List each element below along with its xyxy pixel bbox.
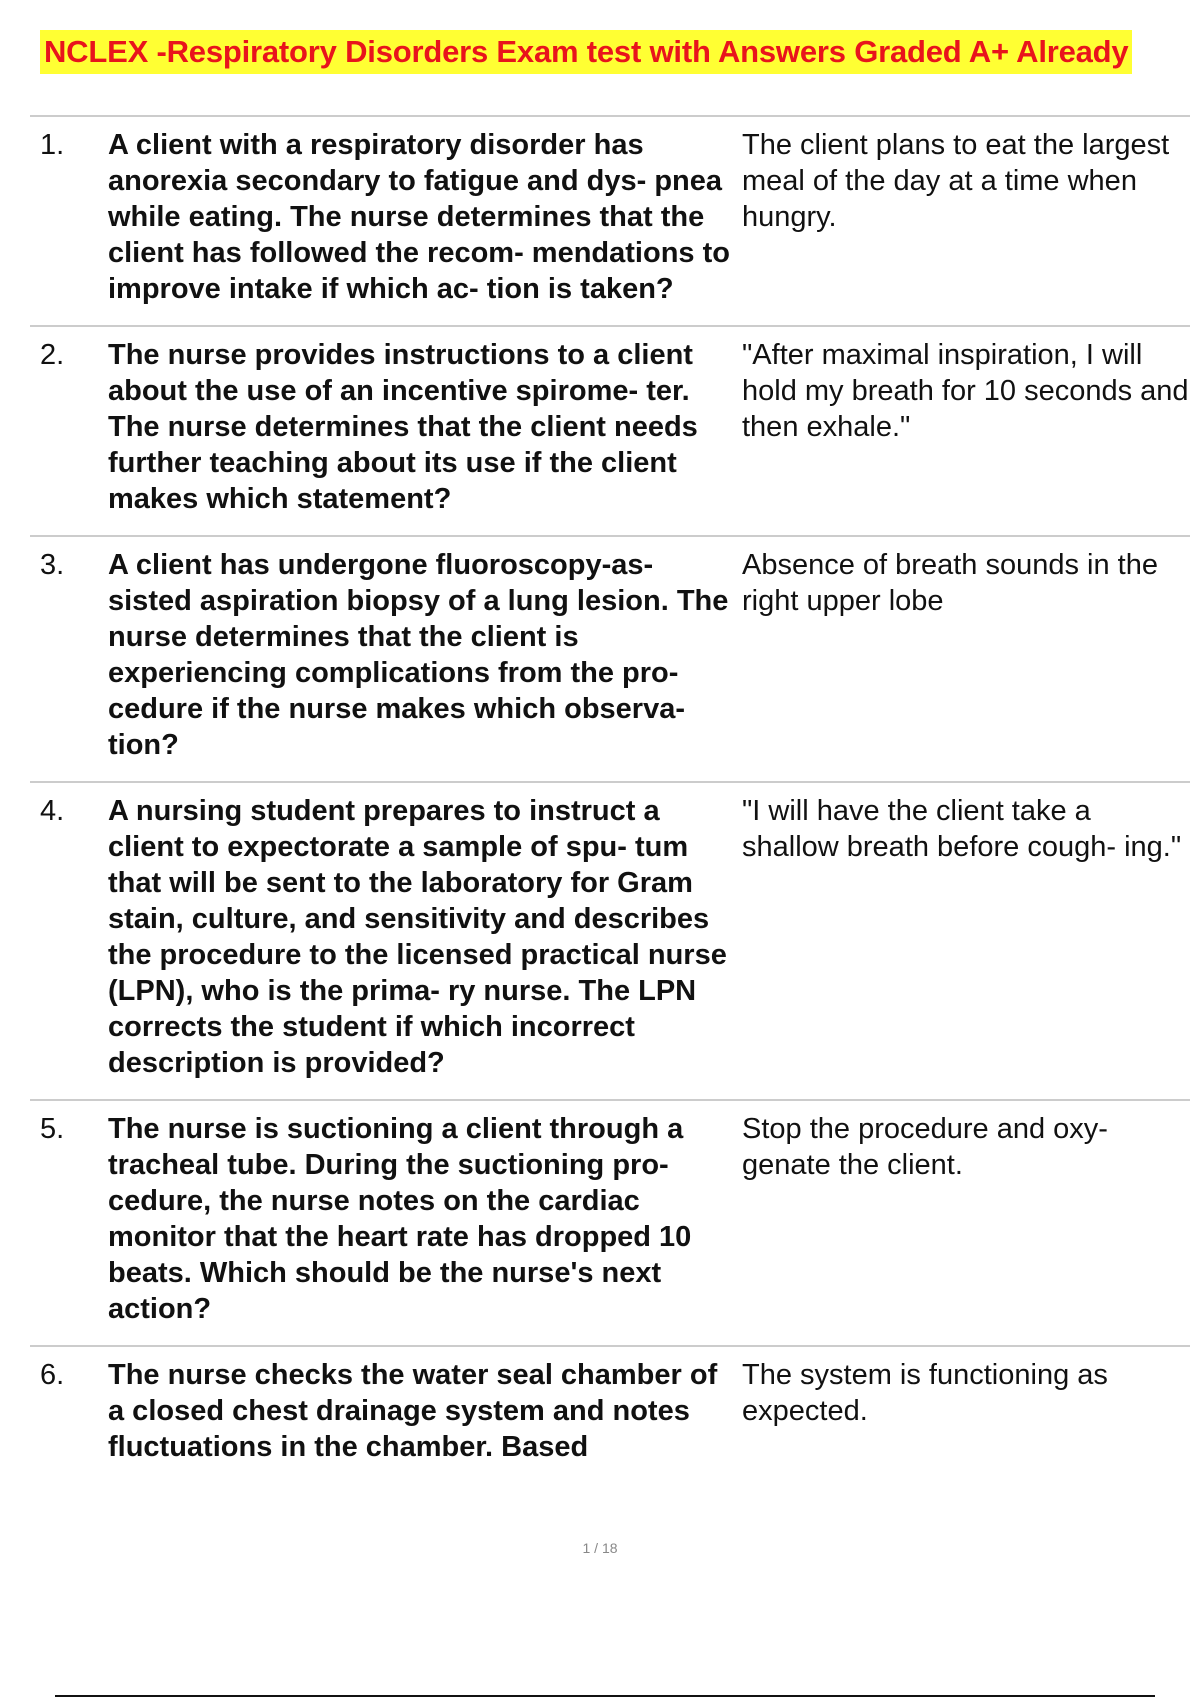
page-indicator: 1 / 18 xyxy=(582,1540,618,1556)
answer-text: The system is functioning as expected. xyxy=(742,1359,1108,1427)
question-number: 5. xyxy=(40,1113,65,1145)
answer-text: "I will have the client take a shallow breath before cough- ing." xyxy=(742,795,1182,863)
question-text: The nurse provides instructions to a client about the use of an incentive spirome- ter. The nurse determines that the client needs further teaching about its use if the client makes which statement? xyxy=(108,339,698,515)
qa-list xyxy=(30,115,1190,1483)
question-number: 6. xyxy=(40,1359,65,1391)
question-number: 1. xyxy=(40,129,65,161)
qa-row-2 xyxy=(30,327,1190,537)
document-title: NCLEX -Respiratory Disorders Exam test with Answers Graded A+ Already xyxy=(40,30,1132,74)
question-text: A nursing student prepares to instruct a client to expectorate a sample of spu- tum that will be sent to the laboratory for Gram stain, culture, and sensitivity and describes the procedure to the licensed practical nurse (LPN), who is the prima- ry nurse. The LPN corrects the student if which incorrect description is provided? xyxy=(108,795,727,1079)
question-text: The nurse checks the water seal chamber of a closed chest drainage system and notes fluctuations in the chamber. Based xyxy=(108,1359,718,1463)
answer-text: The client plans to eat the largest meal of the day at a time when hungry. xyxy=(742,129,1170,233)
question-number: 4. xyxy=(40,795,65,827)
question-number: 2. xyxy=(40,339,65,371)
title-wrap xyxy=(40,30,1190,74)
answer-text: Stop the procedure and oxy- genate the client. xyxy=(742,1113,1108,1181)
qa-row-3 xyxy=(30,537,1190,783)
question-text: A client with a respiratory disorder has anorexia secondary to fatigue and dys- pnea while eating. The nurse determines that the client has followed the recom- mendations to improve intake if which ac- tion is taken? xyxy=(108,129,730,305)
answer-text: "After maximal inspiration, I will hold my breath for 10 seconds and then exhale." xyxy=(742,339,1189,443)
answer-text: Absence of breath sounds in the right upper lobe xyxy=(742,549,1158,617)
question-text: A client has undergone fluoroscopy-as- sisted aspiration biopsy of a lung lesion. The nurse determines that the client is experiencing complications from the pro- cedure if the nurse makes which observa- tion? xyxy=(108,549,729,761)
qa-row-1 xyxy=(30,117,1190,327)
qa-row-4 xyxy=(30,783,1190,1101)
question-text: The nurse is suctioning a client through a tracheal tube. During the suctioning pro- cedure, the nurse notes on the cardiac monitor that the heart rate has dropped 10 beats. Which should be the nurse's next action? xyxy=(108,1113,692,1325)
qa-row-5 xyxy=(30,1101,1190,1347)
question-number: 3. xyxy=(40,549,65,581)
bottom-rule xyxy=(55,1695,1155,1697)
qa-row-6 xyxy=(30,1347,1190,1483)
